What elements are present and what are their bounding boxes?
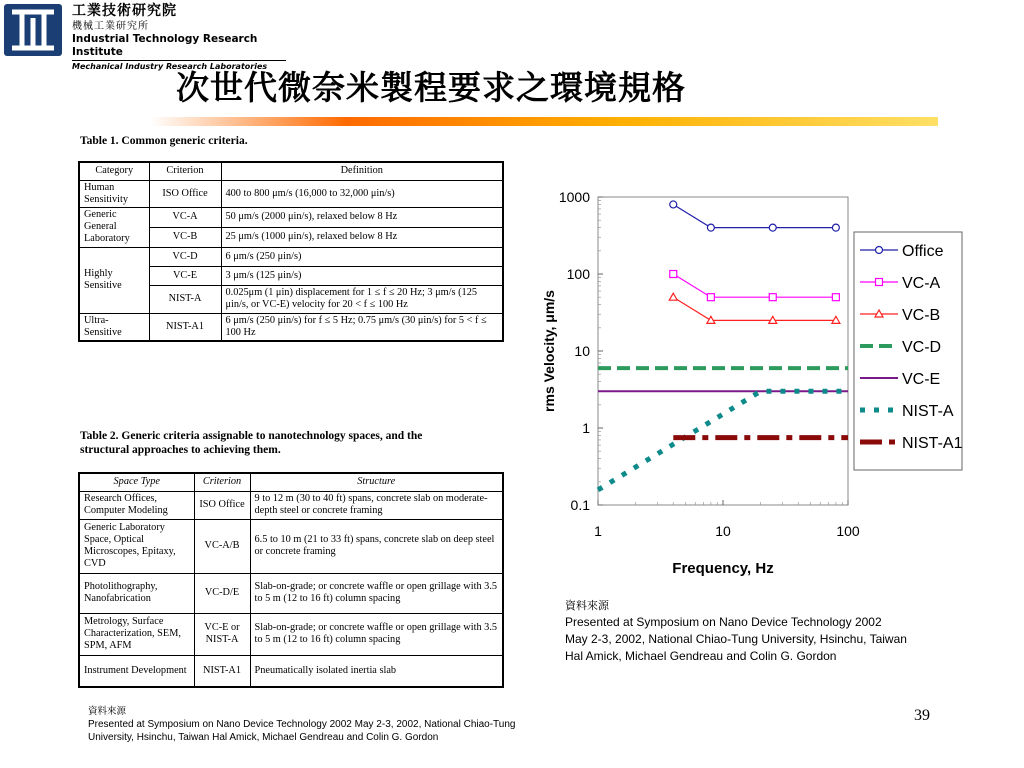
- table1-header-category: Category: [79, 162, 149, 180]
- legend-label-office: Office: [902, 243, 944, 260]
- y-tick-label: 10: [574, 343, 590, 359]
- series-point-office: [670, 201, 677, 208]
- y-tick-label: 1: [582, 420, 590, 436]
- table1-header-definition: Definition: [221, 162, 503, 180]
- y-axis-label: rms Velocity, μm/s: [541, 290, 557, 412]
- title-underline-bar: [150, 117, 938, 126]
- table-row: [79, 491, 503, 519]
- y-tick-label: 1000: [558, 189, 590, 205]
- table1-cell-definition: 0.025μm (1 μin) displacement for 1 ≤ f ≤ 20 Hz; 3 μm/s (125 μin/s, or VC-E) velocity for 20 < f ≤ 100 Hz: [221, 285, 503, 313]
- legend-label-nist-a: NIST-A: [902, 403, 954, 420]
- org-name-zh-2: 機械工業研究所: [72, 21, 149, 32]
- table2-caption: [80, 429, 422, 457]
- table-row: [79, 573, 503, 613]
- table2-cell-criterion: VC-A/B: [194, 519, 250, 573]
- table2-cell-structure: 6.5 to 10 m (21 to 33 ft) spans, concrete slab on deep steel or concrete framing: [250, 519, 503, 573]
- series-point-vc-a: [707, 294, 714, 301]
- table1-caption: Table 1. Common generic criteria.: [80, 135, 248, 147]
- source-line: University, Hsinchu, Taiwan Hal Amick, Michael Gendreau and Colin G. Gordon: [88, 732, 439, 743]
- table2-cell-structure: Pneumatically isolated inertia slab: [250, 655, 503, 687]
- page-number: 39: [914, 707, 930, 724]
- org-name-en-2: Mechanical Industry Research Laboratories: [72, 62, 268, 71]
- source-line: Presented at Symposium on Nano Device Technology 2002 May 2-3, 2002, National Chiao-Tung: [88, 719, 516, 730]
- source-label: 資料來源: [565, 599, 609, 612]
- org-name-zh-1: 工業技術研究院: [72, 3, 177, 19]
- table1-cell-category: Human Sensitivity: [79, 180, 149, 207]
- table2-caption-line-2: structural approaches to achieving them.: [80, 444, 281, 456]
- table1-cell-criterion: NIST-A1: [149, 313, 221, 341]
- table-row: [79, 207, 503, 227]
- table1-cell-definition: 3 μm/s (125 μin/s): [221, 266, 503, 285]
- table1-header-criterion: Criterion: [149, 162, 221, 180]
- table2-cell-criterion: ISO Office: [194, 491, 250, 519]
- table1-cell-category: Generic General Laboratory: [79, 207, 149, 247]
- org-name-en-1: Industrial Technology Research Institute: [72, 33, 286, 61]
- source-note-right: [565, 597, 907, 665]
- source-line: Hal Amick, Michael Gendreau and Colin G. Gordon: [565, 649, 837, 663]
- table1-cell-criterion: VC-B: [149, 227, 221, 247]
- table2-header-criterion: Criterion: [194, 473, 250, 491]
- y-tick-label: 0.1: [570, 497, 590, 513]
- series-point-office: [707, 224, 714, 231]
- table2-cell-structure: Slab-on-grade; or concrete waffle or open grillage with 3.5 to 5 m (12 to 16 ft) column spacing: [250, 613, 503, 655]
- table1-cell-definition: 50 μm/s (2000 μin/s), relaxed below 8 Hz: [221, 207, 503, 227]
- table1-cell-definition: 6 μm/s (250 μin/s) for f ≤ 5 Hz; 0.75 μm/s (30 μin/s) for 5 < f ≤ 100 Hz: [221, 313, 503, 341]
- table-row: [79, 313, 503, 341]
- table-row: [79, 519, 503, 573]
- legend-label-vc-e: VC-E: [902, 371, 941, 388]
- vibration-criteria-chart: [540, 180, 980, 580]
- series-point-vc-a: [832, 294, 839, 301]
- table2-cell-criterion: VC-D/E: [194, 573, 250, 613]
- table2-header-structure: Structure: [250, 473, 503, 491]
- series-point-office: [832, 224, 839, 231]
- series-point-office: [769, 224, 776, 231]
- table2-cell-space: Metrology, Surface Characterization, SEM, SPM, AFM: [79, 613, 194, 655]
- table2-cell-space: Photolithography, Nanofabrication: [79, 573, 194, 613]
- x-tick-label: 1: [594, 523, 602, 539]
- table1-cell-criterion: VC-E: [149, 266, 221, 285]
- table2-caption-line-1: Table 2. Generic criteria assignable to nanotechnology spaces, and the: [80, 430, 423, 442]
- table2-cell-structure: Slab-on-grade; or concrete waffle or open grillage with 3.5 to 5 m (12 to 16 ft) column spacing: [250, 573, 503, 613]
- table1-cell-criterion: ISO Office: [149, 180, 221, 207]
- table1-cell-definition: 400 to 800 μm/s (16,000 to 32,000 μin/s): [221, 180, 503, 207]
- x-axis-label: Frequency, Hz: [672, 560, 774, 577]
- source-line: Presented at Symposium on Nano Device Technology 2002: [565, 615, 882, 629]
- table2-cell-space: Instrument Development: [79, 655, 194, 687]
- chart-plot-area: [598, 197, 848, 505]
- table1-cell-definition: 6 μm/s (250 μin/s): [221, 247, 503, 266]
- table1-cell-criterion: NIST-A: [149, 285, 221, 313]
- table2-cell-structure: 9 to 12 m (30 to 40 ft) spans, concrete slab on moderate-depth steel or concrete framing: [250, 491, 503, 519]
- table2-cell-space: Generic Laboratory Space, Optical Microscopes, Epitaxy, CVD: [79, 519, 194, 573]
- legend-label-vc-b: VC-B: [902, 307, 941, 324]
- series-point-vc-a: [670, 271, 677, 278]
- legend-label-nist-a1: NIST-A1: [902, 435, 963, 452]
- table-row: [79, 613, 503, 655]
- x-tick-label: 10: [715, 523, 731, 539]
- table2-cell-criterion: NIST-A1: [194, 655, 250, 687]
- table2-header-space-type: Space Type: [79, 473, 194, 491]
- source-label: 資料來源: [88, 706, 127, 717]
- legend-marker-vc-a: [876, 279, 883, 286]
- table-row: [79, 655, 503, 687]
- table1-cell-criterion: VC-A: [149, 207, 221, 227]
- table1-cell-definition: 25 μm/s (1000 μin/s), relaxed below 8 Hz: [221, 227, 503, 247]
- legend-marker-office: [876, 247, 883, 254]
- source-note-bottom: [88, 705, 608, 744]
- table1: [78, 161, 504, 342]
- y-tick-label: 100: [566, 266, 590, 282]
- table-row: [79, 247, 503, 266]
- slide-title: 次世代微奈米製程要求之環境規格: [176, 68, 686, 107]
- table2: [78, 472, 504, 688]
- x-tick-label: 100: [836, 523, 860, 539]
- table1-cell-category: Ultra-Sensitive: [79, 313, 149, 341]
- table1-cell-category: Highly Sensitive: [79, 247, 149, 313]
- legend-label-vc-a: VC-A: [902, 275, 941, 292]
- series-point-vc-a: [769, 294, 776, 301]
- table2-cell-criterion: VC-E or NIST-A: [194, 613, 250, 655]
- itri-logo-icon: [4, 4, 62, 56]
- table-row: [79, 180, 503, 207]
- table2-cell-space: Research Offices, Computer Modeling: [79, 491, 194, 519]
- source-line: May 2-3, 2002, National Chiao-Tung University, Hsinchu, Taiwan: [565, 632, 907, 646]
- legend-label-vc-d: VC-D: [902, 339, 942, 356]
- table1-cell-criterion: VC-D: [149, 247, 221, 266]
